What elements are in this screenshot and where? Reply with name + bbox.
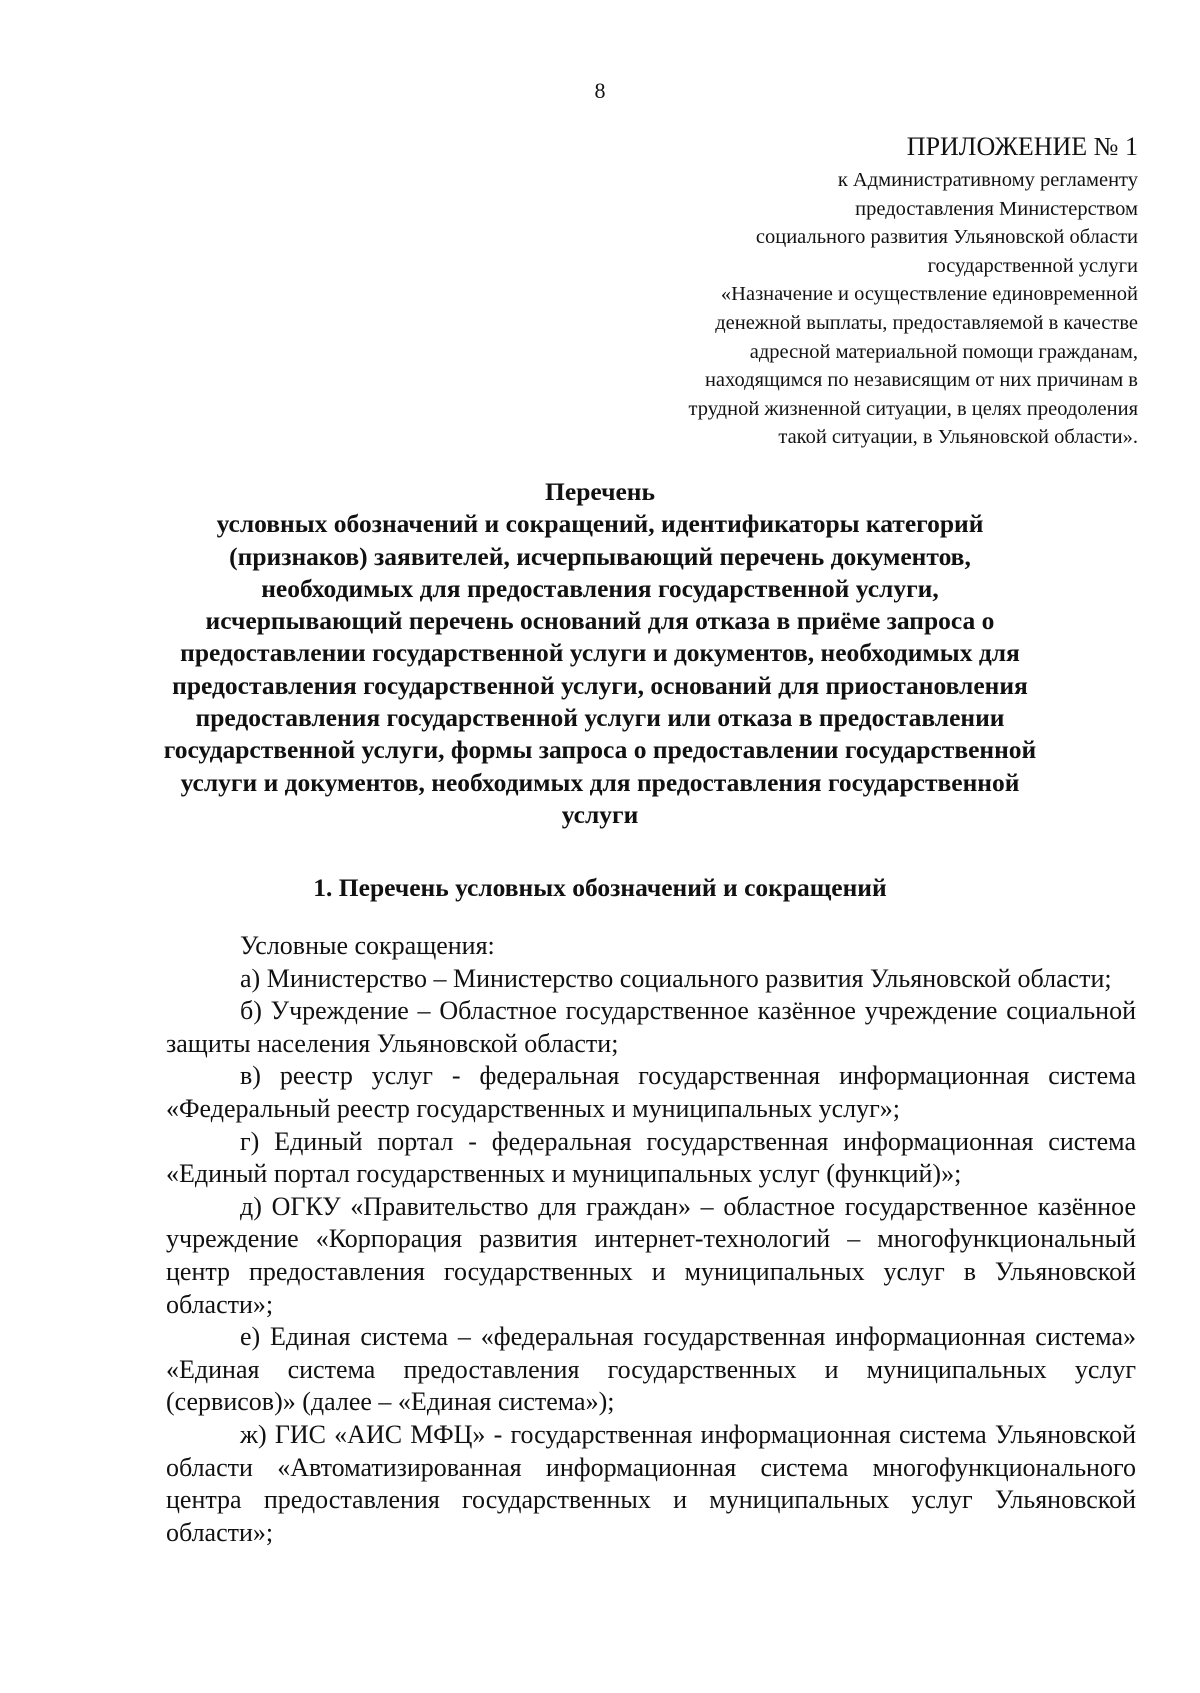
abbreviation-item: а) Министерство – Министерство социального развития Ульяновской области;: [240, 963, 1112, 993]
heading-line: условных обозначений и сокращений, идентификаторы категорий: [216, 509, 984, 539]
heading-line: исчерпывающий перечень оснований для отказа в приёме запроса о: [205, 606, 995, 636]
appendix-block: [518, 130, 1138, 452]
appendix-line: такой ситуации, в Ульяновской области».: [778, 426, 1138, 449]
abbreviation-item: д) ОГКУ «Правительство для граждан» – областное государственное казённое учреждение «Корпорация развития интернет-технологий – многофункциональный центр предоставления государственных и муниципальных услуг в Ульяновской области»;: [166, 1191, 1136, 1319]
heading-line: предоставления государственной услуги, оснований для приостановления: [172, 670, 1028, 700]
section-body: [166, 930, 1136, 1549]
appendix-line: адресной материальной помощи гражданам,: [749, 340, 1138, 363]
appendix-line: предоставления Министерством: [855, 197, 1138, 220]
heading-line: государственной услуги, формы запроса о предоставлении государственной: [163, 735, 1037, 765]
appendix-line: социального развития Ульяновской области: [755, 226, 1138, 249]
abbreviations-intro: Условные сокращения:: [240, 931, 495, 960]
heading-line: (признаков) заявителей, исчерпывающий перечень документов,: [229, 541, 971, 571]
document-heading: [100, 476, 1100, 831]
page-number: 8: [594, 78, 606, 103]
abbreviation-item: в) реестр услуг - федеральная государственная информационная система «Федеральный реестр государственных и муниципальных услуг»;: [166, 1061, 1136, 1123]
appendix-line: «Назначение и осуществление единовременной: [720, 283, 1138, 306]
appendix-line: к Административному регламенту: [837, 169, 1138, 191]
heading-line: предоставления государственной услуги или отказа в предоставлении: [195, 703, 1005, 733]
heading-line: услуги: [561, 799, 639, 829]
appendix-title: ПРИЛОЖЕНИЕ № 1: [906, 132, 1138, 161]
appendix-line: трудной жизненной ситуации, в целях преодоления: [688, 397, 1138, 420]
heading-line: необходимых для предоставления государственной услуги,: [261, 573, 939, 603]
abbreviation-item: ж) ГИС «АИС МФЦ» - государственная информационная система Ульяновской области «Автоматизированная информационная система многофункционального центра предоставления государственных и муниципальных услуг Ульяновской области»;: [166, 1419, 1136, 1547]
appendix-line: денежной выплаты, предоставляемой в качестве: [715, 311, 1138, 334]
abbreviation-item: б) Учреждение – Областное государственное казённое учреждение социальной защиты населения Ульяновской области;: [166, 996, 1136, 1058]
heading-line: Перечень: [545, 477, 655, 506]
abbreviation-item: е) Единая система – «федеральная государственная информационная система» «Единая система предоставления государственных и муниципальных услуг (сервисов)» (далее – «Единая система»);: [166, 1322, 1136, 1417]
appendix-line: находящимся по независящим от них причинам в: [704, 369, 1138, 392]
abbreviation-item: г) Единый портал - федеральная государственная информационная система «Единый портал государственных и муниципальных услуг (функций)»;: [166, 1126, 1136, 1189]
appendix-line: государственной услуги: [927, 254, 1138, 277]
heading-line: предоставлении государственной услуги и документов, необходимых для: [180, 638, 1020, 668]
heading-line: услуги и документов, необходимых для предоставления государственной: [180, 767, 1020, 797]
section-title: 1. Перечень условных обозначений и сокращений: [313, 873, 887, 902]
